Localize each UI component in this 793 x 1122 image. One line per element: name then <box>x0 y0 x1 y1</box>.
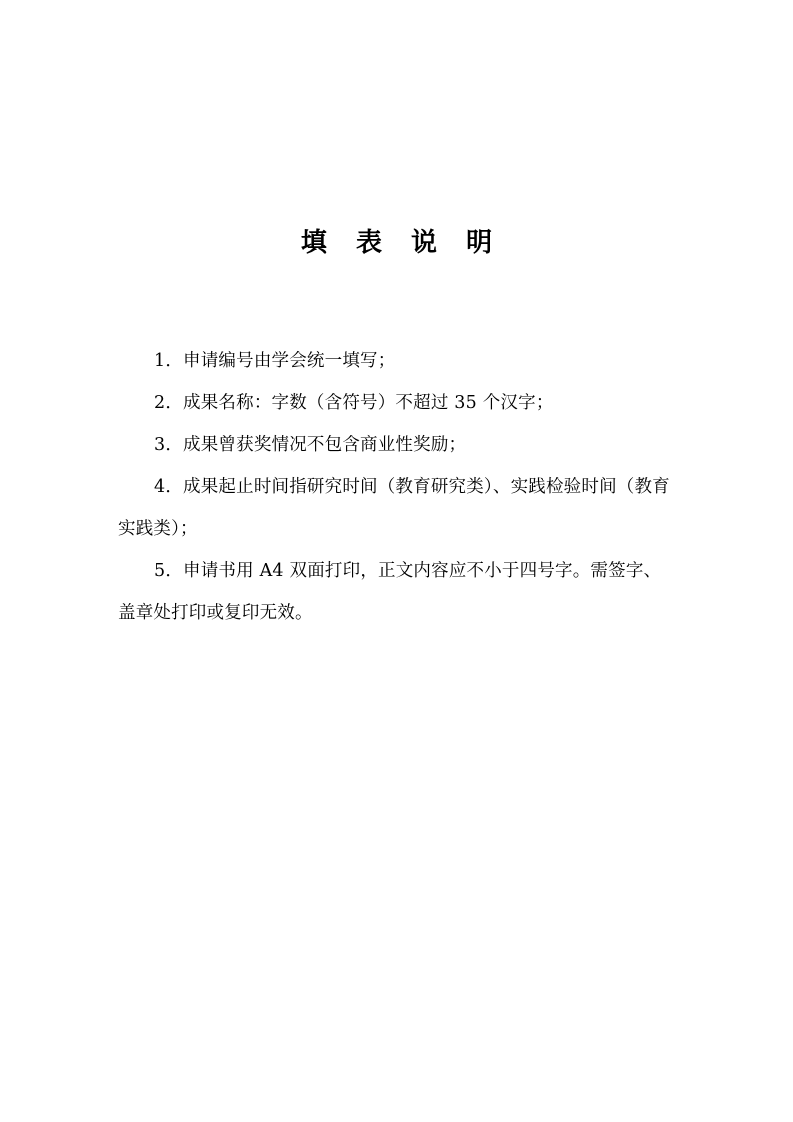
list-item: 5．申请书用 A4 双面打印，正文内容应不小于四号字。需签字、盖章处打印或复印无效。 <box>118 561 662 623</box>
list-item: 2．成果名称：字数（含符号）不超过 35 个汉字； <box>154 393 554 413</box>
list-item: 1．申请编号由学会统一填写； <box>154 351 396 371</box>
list-item: 3．成果曾获奖情况不包含商业性奖励； <box>154 435 467 455</box>
page-title: 填 表 说 明 <box>300 228 503 258</box>
list-item: 4．成果起止时间指研究时间（教育研究类）、实践检验时间（教育实践类）； <box>118 477 670 539</box>
instructions-list <box>118 340 678 634</box>
